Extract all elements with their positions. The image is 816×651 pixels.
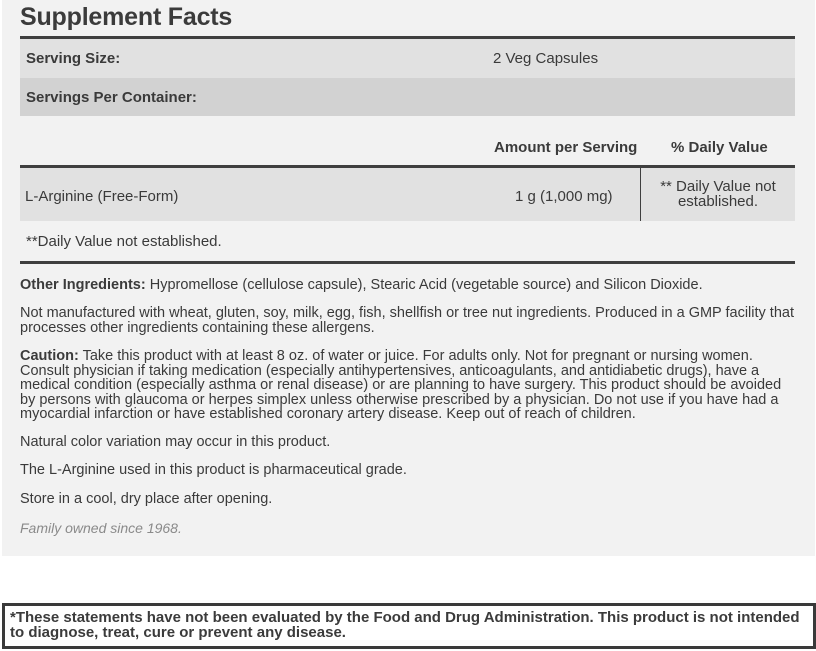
family-owned-tagline: Family owned since 1968. bbox=[20, 520, 182, 536]
caution-text: Take this product with at least 8 oz. of water or juice. For adults only. Not for pregnant or nursing women. Consult physician if taking medication (especially antihypertensives, anticoagulants, and antidiabetic drugs), have a medical condition (especially asthma or renal disease) or are planning to have surgery. This product should be avoided by persons with glaucoma or herpes simplex unless otherwise prescribed by a physician. Do not use if you have had a myocardial infarction or have established coronary artery disease. Keep out of reach of children. bbox=[20, 348, 782, 422]
nutrient-name: L-Arginine (Free-Form) bbox=[25, 188, 179, 205]
fda-disclaimer-text: *These statements have not been evaluated by the Food and Drug Administration. This product is not intended to diagnose, treat, cure or prevent any disease. bbox=[10, 609, 800, 641]
daily-value-footnote: **Daily Value not established. bbox=[26, 233, 222, 250]
amount-per-serving-header: Amount per Serving bbox=[494, 139, 638, 156]
page-title: Supplement Facts bbox=[20, 3, 233, 31]
footnote-rule bbox=[20, 261, 795, 264]
note-pharmaceutical-grade: The L-Arginine used in this product is pharmaceutical grade. bbox=[20, 462, 407, 478]
note-storage: Store in a cool, dry place after opening. bbox=[20, 491, 273, 507]
other-ingredients bbox=[20, 278, 795, 293]
other-ingredients-label: Other Ingredients: bbox=[20, 277, 146, 293]
fda-disclaimer-box bbox=[2, 603, 816, 649]
caution-label: Caution: bbox=[20, 348, 79, 364]
caution-statement bbox=[20, 349, 795, 422]
servings-per-container-label: Servings Per Container: bbox=[26, 89, 197, 106]
serving-size-row bbox=[20, 39, 795, 78]
allergen-statement: Not manufactured with wheat, gluten, soy, milk, egg, fish, shellfish or tree nut ingredients. Produced in a GMP facility that processes other ingredients containing these allergens. bbox=[20, 305, 794, 336]
serving-size-value: 2 Veg Capsules bbox=[493, 50, 599, 67]
nutrient-daily-value: ** Daily Value not established. bbox=[660, 178, 776, 210]
nutrient-amount: 1 g (1,000 mg) bbox=[515, 188, 613, 205]
other-ingredients-text: Hypromellose (cellulose capsule), Stearic Acid (vegetable source) and Silicon Dioxide. bbox=[145, 277, 703, 293]
note-color-variation: Natural color variation may occur in this product. bbox=[20, 434, 331, 450]
daily-value-header: % Daily Value bbox=[671, 139, 768, 156]
serving-size-label: Serving Size: bbox=[26, 50, 121, 67]
